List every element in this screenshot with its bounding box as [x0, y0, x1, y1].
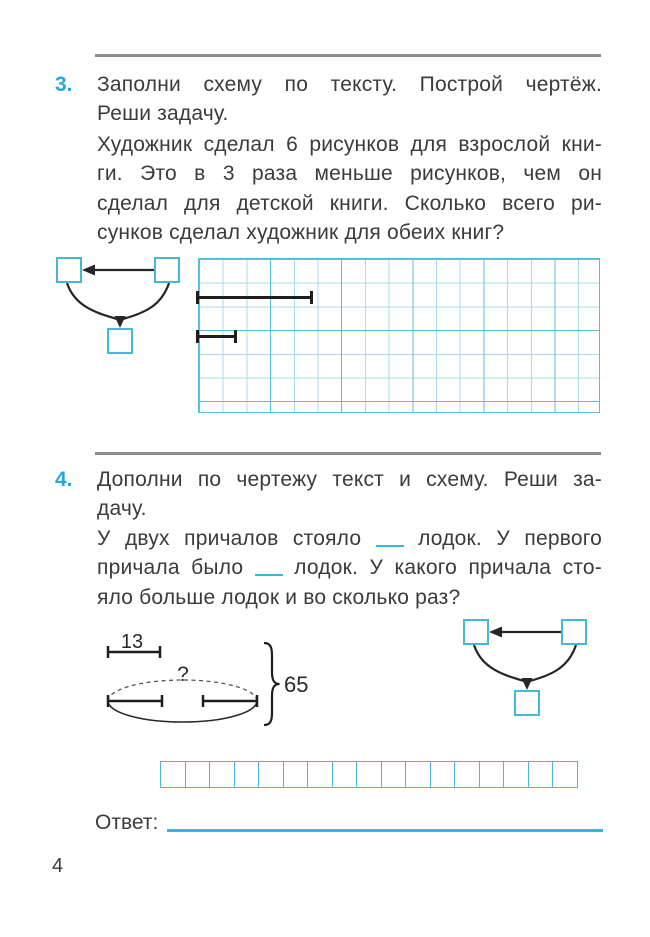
unknown-label: ?: [177, 663, 189, 686]
segment-long: [197, 296, 312, 299]
schema-box-bottom[interactable]: [108, 329, 132, 353]
task3-problem: [97, 130, 602, 247]
task4-instruction-line: дачу.: [97, 497, 147, 521]
task3-problem-line: сделал для детской книги. Сколько всего ри-: [97, 191, 602, 215]
solid-ellipse-bottom: [108, 701, 257, 722]
strip-cell[interactable]: [503, 761, 529, 788]
segment-short: [197, 335, 236, 338]
task3-number: 3.: [55, 73, 73, 96]
task4-instruction-line: Дополни по чертежу текст и схему. Реши за-: [97, 468, 602, 491]
schema-curve-left: [67, 283, 117, 319]
task4-problem-line: яло больше лодок и во сколько раз?: [97, 585, 461, 609]
task3-schema: [55, 255, 187, 365]
squared-grid[interactable]: [198, 258, 600, 413]
strip-cell[interactable]: [185, 761, 211, 788]
answer-input-line[interactable]: [167, 829, 603, 832]
total-label: 65: [284, 672, 309, 697]
fill-in-blank[interactable]: [255, 561, 283, 576]
task4-problem-line: причала было лодок. У какого причала сто-: [97, 556, 602, 580]
answer-label: Ответ:: [95, 811, 159, 834]
strip-cell[interactable]: [405, 761, 431, 788]
task3-instruction: [97, 70, 602, 129]
task3-problem-line: Художник сделал 6 рисунков для взрослой кни-: [97, 133, 602, 156]
answer-strip[interactable]: [160, 761, 578, 788]
schema-box-right[interactable]: [562, 620, 586, 644]
task4-problem-line: У двух причалов стояло лодок. У первого: [97, 527, 602, 550]
strip-cell[interactable]: [283, 761, 309, 788]
strip-cell[interactable]: [528, 761, 554, 788]
schema-arrowhead-down: [115, 316, 126, 328]
strip-cell[interactable]: [454, 761, 480, 788]
strip-cell[interactable]: [307, 761, 333, 788]
task4-schema: [462, 617, 594, 727]
task4-problem: [97, 524, 602, 612]
strip-cell[interactable]: [430, 761, 456, 788]
strip-cell[interactable]: [209, 761, 235, 788]
page-number: 4: [52, 855, 64, 877]
task3-instruction-line: Реши задачу.: [97, 102, 229, 126]
top-divider: [95, 54, 601, 57]
known-part-label: 13: [120, 631, 144, 653]
schema-box-left[interactable]: [57, 258, 81, 282]
task4-number: 4.: [55, 468, 73, 491]
schema-box-right[interactable]: [155, 258, 179, 282]
strip-cell[interactable]: [258, 761, 284, 788]
task4-drawing: [95, 618, 325, 738]
schema-arrowhead-down: [522, 678, 533, 690]
strip-cell[interactable]: [381, 761, 407, 788]
task3-problem-line: сунков сделал художник для обеих книг?: [97, 220, 505, 244]
middle-divider: [95, 452, 601, 455]
curly-brace: [264, 643, 280, 725]
schema-arrowhead-left: [82, 265, 95, 276]
schema-curve-left: [474, 645, 524, 681]
strip-cell[interactable]: [356, 761, 382, 788]
task3-instruction-line: Заполни схему по тексту. Построй чертёж.: [97, 73, 602, 96]
strip-cell[interactable]: [234, 761, 260, 788]
strip-cell[interactable]: [332, 761, 358, 788]
strip-cell[interactable]: [552, 761, 578, 788]
strip-cell[interactable]: [160, 761, 186, 788]
task3-problem-line: ги. Это в 3 раза меньше рисунков, чем он: [97, 162, 602, 186]
schema-arrowhead-left: [489, 627, 502, 638]
schema-box-left[interactable]: [464, 620, 488, 644]
strip-cell[interactable]: [479, 761, 505, 788]
fill-in-blank[interactable]: [376, 532, 404, 547]
schema-curve-right: [123, 283, 169, 319]
schema-curve-right: [530, 645, 576, 681]
task4-instruction: [97, 465, 602, 524]
schema-box-bottom[interactable]: [515, 691, 539, 715]
